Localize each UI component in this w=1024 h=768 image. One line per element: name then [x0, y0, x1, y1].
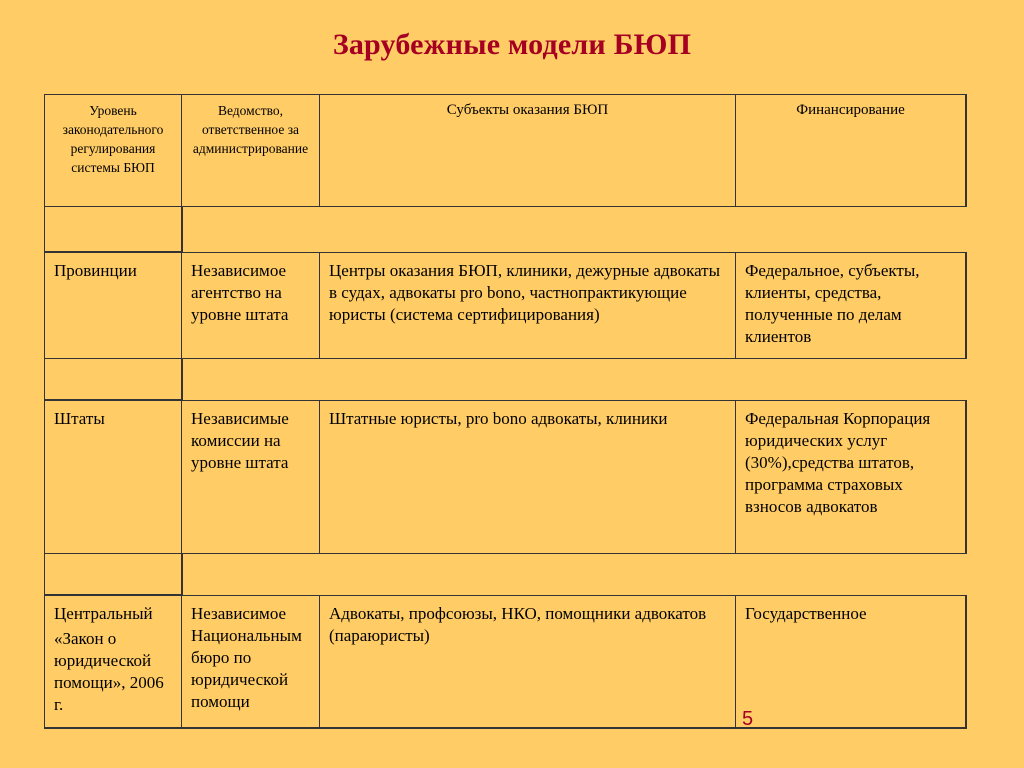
- row-3-financing-text: Государственное: [745, 604, 867, 623]
- page-number: 5: [742, 708, 754, 730]
- row-1-level: [44, 252, 181, 358]
- row-1-agency: [181, 252, 319, 358]
- header-financing: [735, 94, 967, 206]
- row-3-level-note: «Закон о юридической помощи», 2006 г.: [54, 629, 164, 714]
- row-3-agency: [181, 595, 319, 728]
- row-3-level-text: Центральный: [54, 604, 153, 623]
- row-2-level: [44, 400, 181, 553]
- row-3-financing: [735, 595, 967, 728]
- row-2-financing-text: Федеральная Корпорация юридических услуг (30%),средства штатов, программа страховых взносов адвокатов: [745, 409, 931, 516]
- row-1-subjects: [319, 252, 735, 358]
- row-3-subjects-text: Адвокаты, профсоюзы, НКО, помощники адвокатов (параюристы): [329, 604, 707, 645]
- slide-title: Зарубежные модели БЮП: [332, 28, 692, 61]
- spacer-cell: [44, 358, 183, 400]
- table-bottom-border: [44, 727, 967, 729]
- row-2-subjects: [319, 400, 735, 553]
- header-subjects-text: Субъекты оказания БЮП: [446, 102, 609, 118]
- header-agency: [181, 94, 319, 206]
- header-level: [44, 94, 181, 206]
- header-level-text: Уровень законодательного регулирования системы БЮП: [62, 103, 164, 175]
- row-3-subjects: [319, 595, 735, 728]
- header-agency-text: Ведомство, ответственное за администрирование: [192, 103, 309, 156]
- row-2-financing: [735, 400, 967, 553]
- row-1-subjects-text: Центры оказания БЮП, клиники, дежурные адвокаты в судах, адвокаты pro bono, частнопрактикующие юристы (система сертифицирования): [329, 261, 721, 324]
- row-2-agency-text: Независимые комиссии на уровне штата: [191, 409, 289, 472]
- row-1-agency-text: Независимое агентство на уровне штата: [191, 261, 289, 324]
- row-1-level-text: Провинции: [54, 261, 137, 280]
- row-2-agency: [181, 400, 319, 553]
- row-3-level: [44, 595, 181, 728]
- spacer-cell: [44, 206, 183, 252]
- header-subjects: [319, 94, 735, 206]
- row-3-agency-text: Независимое Национальным бюро по юридической помощи: [191, 604, 302, 711]
- row-2-level-text: Штаты: [54, 409, 105, 428]
- row-1-financing-text: Федеральное, субъекты, клиенты, средства, полученные по делам клиентов: [745, 261, 920, 346]
- row-1-financing: [735, 252, 967, 358]
- row-2-subjects-text: Штатные юристы, pro bono адвокаты, клиники: [329, 409, 668, 428]
- models-table: [44, 94, 967, 728]
- header-financing-text: Финансирование: [796, 102, 905, 118]
- spacer-cell: [44, 553, 183, 595]
